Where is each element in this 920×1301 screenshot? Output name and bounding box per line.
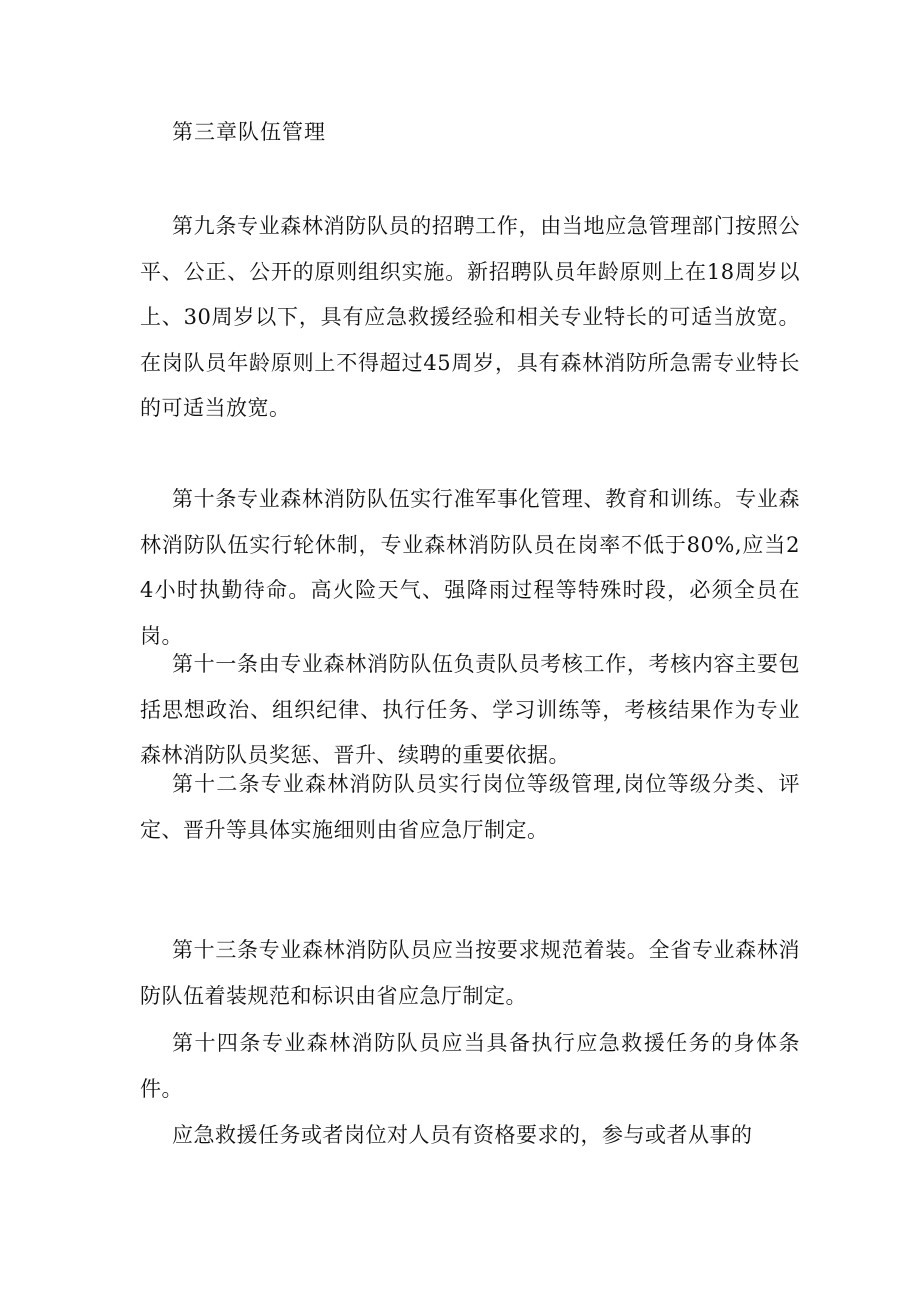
article-11-paragraph: 第十一条由专业森林消防队伍负责队员考核工作，考核内容主要包括思想政治、组织纪律、执行任务、学习训练等，考核结果作为专业森林消防队员奖惩、晋升、续聘的重要依据。 xyxy=(140,652,800,767)
article-10-paragraph: 第十条专业森林消防队伍实行准军事化管理、教育和训练。专业森林消防队伍实行轮休制，专业森林消防队员在岗率不低于80%,应当24小时执勤待命。高火险天气、强降雨过程等特殊时段，必须全员在岗。 xyxy=(140,487,800,648)
article-9-paragraph: 第九条专业森林消防队员的招聘工作，由当地应急管理部门按照公平、公正、公开的原则组织实施。新招聘队员年龄原则上在18周岁以上、30周岁以下，具有应急救援经验和相关专业特长的可适当放宽。在岗队员年龄原则上不得超过45周岁，具有森林消防所急需专业特长的可适当放宽。 xyxy=(140,214,800,420)
article-12-paragraph: 第十二条专业森林消防队员实行岗位等级管理,岗位等级分类、评定、晋升等具体实施细则由省应急厅制定。 xyxy=(140,772,800,842)
article-13-paragraph: 第十三条专业森林消防队员应当按要求规范着装。全省专业森林消防队伍着装规范和标识由省应急厅制定。 xyxy=(140,938,800,1008)
chapter-heading: 第三章队伍管理 xyxy=(172,120,326,144)
article-14-paragraph: 第十四条专业森林消防队员应当具备执行应急救援任务的身体条件。 xyxy=(140,1031,800,1101)
continuation-paragraph: 应急救援任务或者岗位对人员有资格要求的，参与或者从事的 xyxy=(172,1123,753,1147)
